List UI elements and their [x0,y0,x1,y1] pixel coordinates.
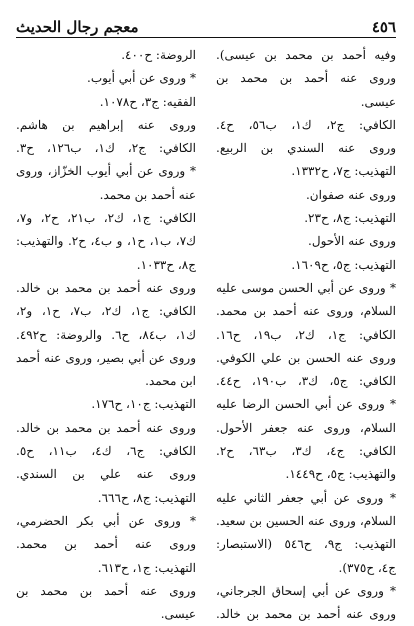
text-line: السلام، وروى عنه جعفر الأحول. [216,420,396,435]
page-header [16,14,396,36]
text-line: الفقيه: ج٣، ح١٠٧٨. [99,94,196,109]
text-line: وروى عنه السندي بن الربيع. [216,141,396,156]
text-line: التهذيب: ج٩، ح٥٤٦ (الاستبصار: [216,537,396,552]
text-line: وروى عنه الحسن بن علي الكوفي. [216,350,396,365]
text-line: الكافي: ج٤، ك٣، ب٦٣، ح٢. [216,444,396,459]
text-line: التهذيب: ج١، ح٦١٣. [97,560,196,575]
text-line: الكافي: ج٦، ك٤، ب١١، ح٥. [16,444,196,459]
text-line: ج٤، ح٣٧٥). [338,560,396,575]
text-line: وروى عنه أحمد بن محمد. [16,537,196,552]
text-line: الكافي: ج١، ك٢، ب٢١، ح٢، و٧، [16,211,196,226]
text-line: التهذيب: ج٥، ح١٦٠٩. [291,257,396,272]
text-line: * وروى عن أبي جعفر الثاني عليه [216,490,396,505]
text-line: عيسى. [360,94,396,109]
text-line: * وروى عن أبي أيوب الخزّاز، وروى [16,164,196,179]
left-column [16,44,196,626]
text-line: الكافي: ج٢، ك١، ب٥٦، ح٤. [216,117,396,132]
text-line: وفيه أحمد بن محمد بن عيسى). [216,48,396,62]
text-line: وروى عنه علي بن السندي. [16,467,196,482]
text-line: * وروى عن أبي إسحاق الجرجاني، [216,583,396,598]
text-line: الكافي: ج١، ك٢، ب٧، ح١، و٢، [16,304,196,319]
text-line: وروى عنه أحمد بن محمد بن خالد. [216,607,396,622]
text-line: وروى عنه أحمد بن محمد بن [16,583,196,598]
text-line: الكافي: ج١، ك٢، ب١٩، ح١٦. [216,327,396,342]
text-line: عيسى. [160,607,196,622]
text-line: * وروى عن أبي الحسن موسى عليه [216,280,396,295]
text-line: التهذيب: ج١٠، ح١٧٦. [91,397,196,412]
text-line: التهذيب: ج٧، ح١٣٣٢. [291,164,396,179]
text-line: وروى عن أبي بصير، وروى عنه أحمد [16,350,196,365]
text-line: * وروى عن أبي أيوب. [87,71,196,86]
text-line: ابن محمد. [145,374,196,389]
text-line: التهذيب: ج٨، ح٢٣. [304,211,396,226]
text-line: ج٨، ح١٠٣٣. [136,257,196,272]
text-line: * وروى عن أبي الحسن الرضا عليه [216,397,396,412]
text-line: وروى عنه إبراهيم بن هاشم. [16,117,196,132]
text-line: الروضة: ح٤٠٠. [121,48,196,62]
book-title: معجم رجال الحديث [16,18,139,36]
text-line: وروى عنه أحمد بن محمد بن خالد. [16,280,196,295]
right-column [216,44,396,626]
text-line: ك١، ب٨٤، ح٦. والروضة: ح٤٩٢. [16,327,196,342]
text-line: التهذيب: ج٨، ح٦٦٦. [97,490,196,505]
text-line: الكافي: ج٥، ك٣، ب١٩٠، ح٤٤. [216,374,396,389]
text-line: وروى عنه الأحول. [308,234,396,249]
header-rule [16,37,396,38]
text-line: ك٧، ب١، ح١، و ب٤، ح٢. والتهذيب: [16,234,196,249]
text-line: عنه أحمد بن محمد. [99,187,196,202]
text-line: وروى عنه صفوان. [305,187,396,202]
text-line: * وروى عن أبي بكر الحضرمي، [16,513,196,528]
page-number: ٤٥٦ [371,18,396,36]
text-line: والتهذيب: ج٥، ح١٤٤٩. [285,467,396,482]
text-line: وروى عنه أحمد بن محمد بن خالد. [16,420,196,435]
text-line: وروى عنه أحمد بن محمد بن [216,71,396,86]
text-line: السلام، وروى عنه الحسين بن سعيد. [216,513,396,528]
text-line: السلام، وروى عنه أحمد بن محمد. [216,304,396,319]
text-line: الكافي: ج٢، ك١، ب١٢٦، ح٣. [16,141,196,156]
